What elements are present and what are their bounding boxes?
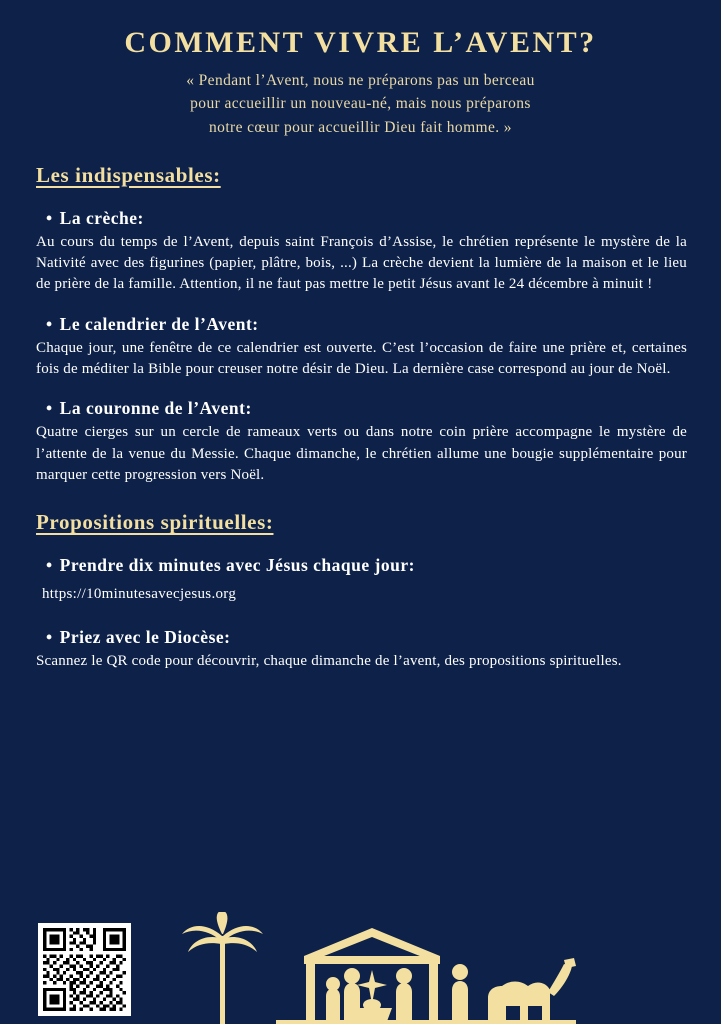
qr-code-icon — [43, 928, 126, 1011]
item-title-dix-minutes — [34, 555, 687, 576]
bullet-icon: • — [46, 313, 53, 334]
quote-block — [34, 69, 687, 139]
item-title-creche — [34, 208, 687, 229]
item-title-couronne — [34, 398, 687, 419]
quote-line-1: « Pendant l’Avent, nous ne préparons pas un berceau — [186, 72, 535, 89]
quote-line-2: pour accueillir un nouveau-né, mais nous préparons — [190, 95, 531, 113]
item-title-dix-minutes-label: Prendre dix minutes avec Jésus chaque jour: — [59, 555, 415, 576]
bullet-icon: • — [46, 627, 53, 648]
bullet-icon: • — [46, 207, 53, 228]
link-10minutesavecjesus[interactable]: https://10minutesavecjesus.org — [42, 586, 237, 603]
bullet-icon: • — [46, 555, 53, 576]
item-title-creche-label: La crèche: — [59, 207, 144, 228]
item-title-diocese — [34, 627, 687, 648]
nativity-scene-icon — [176, 912, 596, 1024]
item-body-calendrier: Chaque jour, une fenêtre de ce calendrier est ouverte. C’est l’occasion de faire une prière et, certaines fois de méditer la Bible pour creuser notre désir de Dieu. La dernière case correspond au jour de Noël. — [36, 339, 687, 377]
section-heading-indispensables: Les indispensables: — [36, 162, 221, 187]
item-title-diocese-label: Priez avec le Diocèse: — [59, 627, 231, 648]
item-title-couronne-label: La couronne de l’Avent: — [59, 398, 252, 419]
spacer — [34, 603, 687, 609]
item-body-couronne: Quatre cierges sur un cercle de rameaux verts ou dans notre coin prière accompagne le mystère de l’attente de la venue du Messie. Chaque dimanche, le chrétien allume une bougie supplémentaire pour marquer cette progression vers Noël. — [36, 424, 687, 483]
item-title-calendrier-label: Le calendrier de l’Avent: — [59, 313, 259, 334]
section-2 — [34, 486, 687, 537]
item-body-diocese: Scannez le QR code pour découvrir, chaque dimanche de l’avent, des propositions spirituelles. — [36, 653, 622, 670]
qr-code-container[interactable] — [38, 923, 131, 1016]
page-title: COMMENT VIVRE L’AVENT? — [124, 26, 597, 59]
section-1 — [34, 139, 687, 190]
item-title-calendrier — [34, 314, 687, 335]
bullet-icon: • — [46, 398, 53, 419]
quote-line-3: notre cœur pour accueillir Dieu fait homme. » — [209, 118, 512, 136]
footer-graphics — [0, 906, 721, 1024]
item-body-creche: Au cours du temps de l’Avent, depuis saint François d’Assise, le chrétien représente le mystère de la Nativité avec des figurines (papier, plâtre, bois, ...) La crèche devient la lumière de la maison et le lieu de prière de la famille. Attention, il ne faut pas mettre le petit Jésus avant le 24 décembre à minuit ! — [36, 233, 687, 293]
section-heading-propositions: Propositions spirituelles: — [36, 510, 274, 535]
